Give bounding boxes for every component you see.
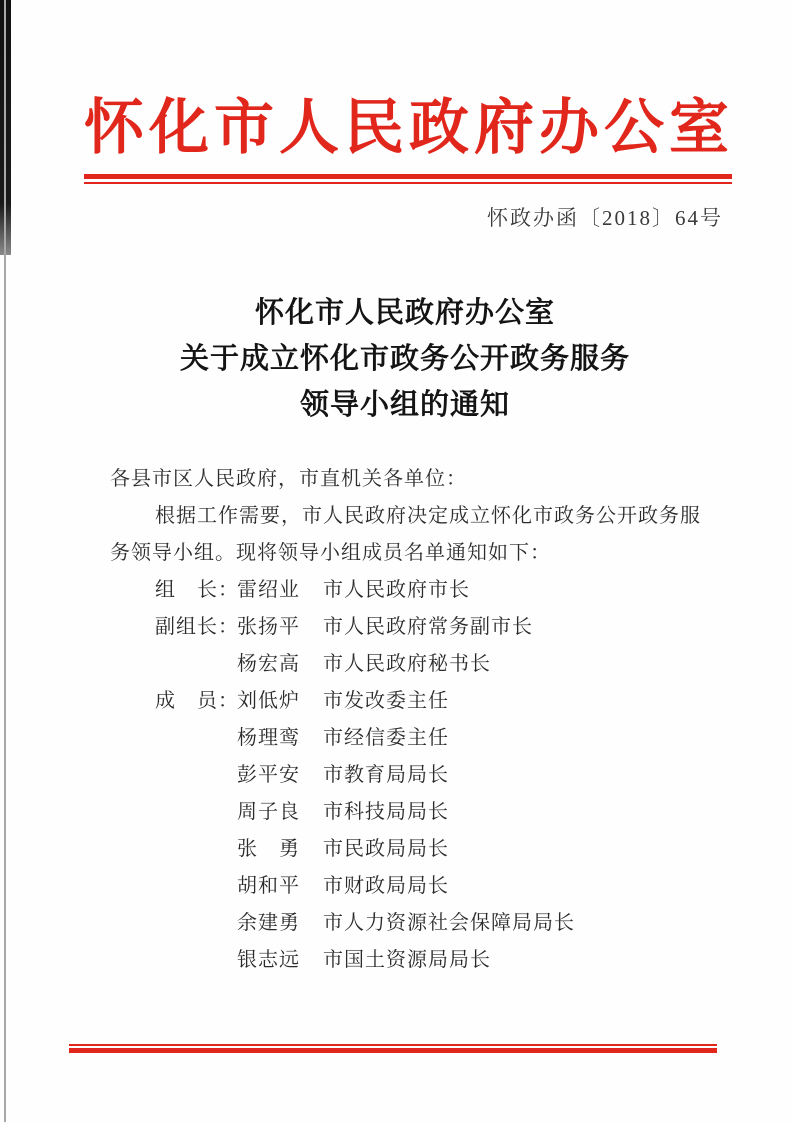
roster-row bbox=[110, 572, 710, 609]
member-name: 杨理鸾 bbox=[237, 727, 300, 749]
role-label: 副组长： bbox=[155, 616, 239, 638]
letterhead-title: 怀化市人民政府办公室 bbox=[84, 95, 734, 161]
roster-row bbox=[110, 683, 710, 720]
salutation: 各县市区人民政府，市直机关各单位： bbox=[110, 468, 467, 490]
roster-row bbox=[110, 831, 710, 868]
member-position: 市人民政府市长 bbox=[323, 579, 470, 601]
member-position: 市民政局局长 bbox=[323, 838, 449, 860]
header-divider-thick-line bbox=[84, 174, 732, 179]
member-name: 胡和平 bbox=[237, 875, 300, 897]
document-number: 怀政办函〔2018〕64号 bbox=[487, 206, 723, 230]
role-label bbox=[155, 868, 237, 905]
member-name: 雷绍业 bbox=[237, 579, 300, 601]
member-position: 市发改委主任 bbox=[323, 690, 449, 712]
role-label bbox=[155, 646, 237, 683]
roster-row bbox=[110, 757, 710, 794]
member-name: 张 勇 bbox=[237, 838, 300, 860]
member-position: 市科技局局长 bbox=[323, 801, 449, 823]
role-label bbox=[155, 757, 237, 794]
roster-row bbox=[110, 942, 710, 979]
member-name: 彭平安 bbox=[237, 764, 300, 786]
member-name: 余建勇 bbox=[237, 912, 300, 934]
footer-divider bbox=[69, 1044, 717, 1053]
member-name: 周子良 bbox=[237, 801, 300, 823]
notice-title bbox=[60, 290, 750, 428]
roster-row bbox=[110, 868, 710, 905]
intro-line-2: 务领导小组。现将领导小组成员名单通知如下： bbox=[110, 542, 551, 564]
member-name: 杨宏高 bbox=[237, 653, 300, 675]
scan-edge-line bbox=[4, 0, 6, 1122]
role-label bbox=[155, 794, 237, 831]
role-label: 成 员： bbox=[155, 690, 239, 712]
roster-row bbox=[110, 609, 710, 646]
footer-divider-thin-line bbox=[69, 1044, 717, 1046]
role-label bbox=[155, 942, 237, 979]
roster-row bbox=[110, 646, 710, 683]
member-name: 刘低炉 bbox=[237, 690, 300, 712]
notice-title-line-2: 关于成立怀化市政务公开政务服务 bbox=[179, 343, 630, 375]
member-position: 市人民政府秘书长 bbox=[323, 653, 491, 675]
document-body bbox=[110, 461, 710, 979]
notice-title-line-3: 领导小组的通知 bbox=[299, 389, 510, 421]
roster-row bbox=[110, 905, 710, 942]
member-name: 张扬平 bbox=[237, 616, 300, 638]
role-label bbox=[155, 831, 237, 868]
role-label bbox=[155, 905, 237, 942]
footer-divider-thick-line bbox=[69, 1048, 717, 1053]
header-divider-thin-line bbox=[84, 182, 732, 184]
member-position: 市财政局局长 bbox=[323, 875, 449, 897]
notice-title-line-1: 怀化市人民政府办公室 bbox=[254, 297, 555, 329]
role-label: 组 长： bbox=[155, 579, 239, 601]
member-position: 市教育局局长 bbox=[323, 764, 449, 786]
member-position: 市人民政府常务副市长 bbox=[323, 616, 533, 638]
member-position: 市人力资源社会保障局局长 bbox=[323, 912, 575, 934]
member-position: 市国土资源局局长 bbox=[323, 949, 491, 971]
roster-row bbox=[110, 720, 710, 757]
member-name: 银志远 bbox=[237, 949, 300, 971]
roster-row bbox=[110, 794, 710, 831]
header-divider bbox=[84, 174, 732, 184]
intro-line-1: 根据工作需要，市人民政府决定成立怀化市政务公开政务服 bbox=[155, 505, 701, 527]
role-label bbox=[155, 720, 237, 757]
member-position: 市经信委主任 bbox=[323, 727, 449, 749]
